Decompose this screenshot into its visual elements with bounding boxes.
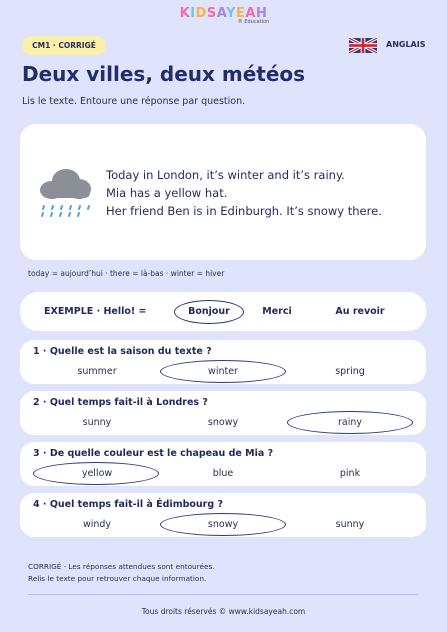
story-text bbox=[106, 166, 382, 220]
story-line: Mia has a yellow hat. bbox=[106, 186, 228, 200]
answer-option[interactable]: blue bbox=[212, 468, 234, 479]
answer-option[interactable]: snowy bbox=[207, 417, 239, 428]
note-line: CORRIGÉ · Les réponses attendues sont entourées. bbox=[28, 562, 215, 571]
rain-cloud-icon bbox=[36, 164, 94, 218]
answer-option[interactable]: sunny bbox=[335, 519, 365, 530]
logo-wordmark: KIDSAYEAH bbox=[179, 6, 268, 21]
answer-option[interactable]: spring bbox=[335, 366, 365, 377]
question-title: 1 · Quelle est la saison du texte ? bbox=[33, 346, 212, 357]
answer-option[interactable]: yellow bbox=[81, 468, 113, 479]
answer-key-note bbox=[28, 561, 215, 585]
instruction-text: Lis le texte. Entoure une réponse par question. bbox=[22, 96, 246, 107]
story-line: Her friend Ben is in Edinburgh. It’s snowy there. bbox=[106, 204, 382, 218]
level-badge: CM1 · CORRIGÉ bbox=[22, 36, 106, 55]
answer-option[interactable]: winter bbox=[208, 366, 238, 377]
page-title: Deux villes, deux météos bbox=[22, 62, 306, 86]
divider bbox=[28, 594, 418, 595]
question-title: 4 · Quel temps fait-il à Édimbourg ? bbox=[33, 499, 223, 510]
example-option[interactable]: Au revoir bbox=[335, 306, 385, 317]
question-title: 3 · De quelle couleur est le chapeau de Mia ? bbox=[33, 448, 274, 459]
copyright-text: Tous droits réservés © www.kidsayeah.com bbox=[141, 607, 306, 616]
question-title: 2 · Quel temps fait-il à Londres ? bbox=[33, 397, 208, 408]
story-line: Today in London, it’s winter and it’s rainy. bbox=[106, 168, 345, 182]
answer-option[interactable]: summer bbox=[77, 366, 117, 377]
example-option[interactable]: Bonjour bbox=[188, 306, 230, 317]
note-line: Relis le texte pour retrouver chaque information. bbox=[28, 574, 207, 583]
language-label: ANGLAIS bbox=[386, 40, 426, 49]
example-label: EXEMPLE · Hello! = bbox=[44, 306, 147, 317]
answer-option[interactable]: windy bbox=[82, 519, 112, 530]
glossary: today = aujourd’hui · there = là-bas · winter = hiver bbox=[28, 269, 225, 278]
brand-logo bbox=[0, 6, 447, 25]
example-option[interactable]: Merci bbox=[262, 306, 292, 317]
logo-subtitle: ® Education bbox=[237, 19, 270, 25]
answer-option[interactable]: snowy bbox=[207, 519, 239, 530]
uk-flag-icon bbox=[349, 38, 377, 53]
answer-option[interactable]: rainy bbox=[337, 417, 362, 428]
answer-option[interactable]: sunny bbox=[82, 417, 112, 428]
answer-option[interactable]: pink bbox=[339, 468, 361, 479]
